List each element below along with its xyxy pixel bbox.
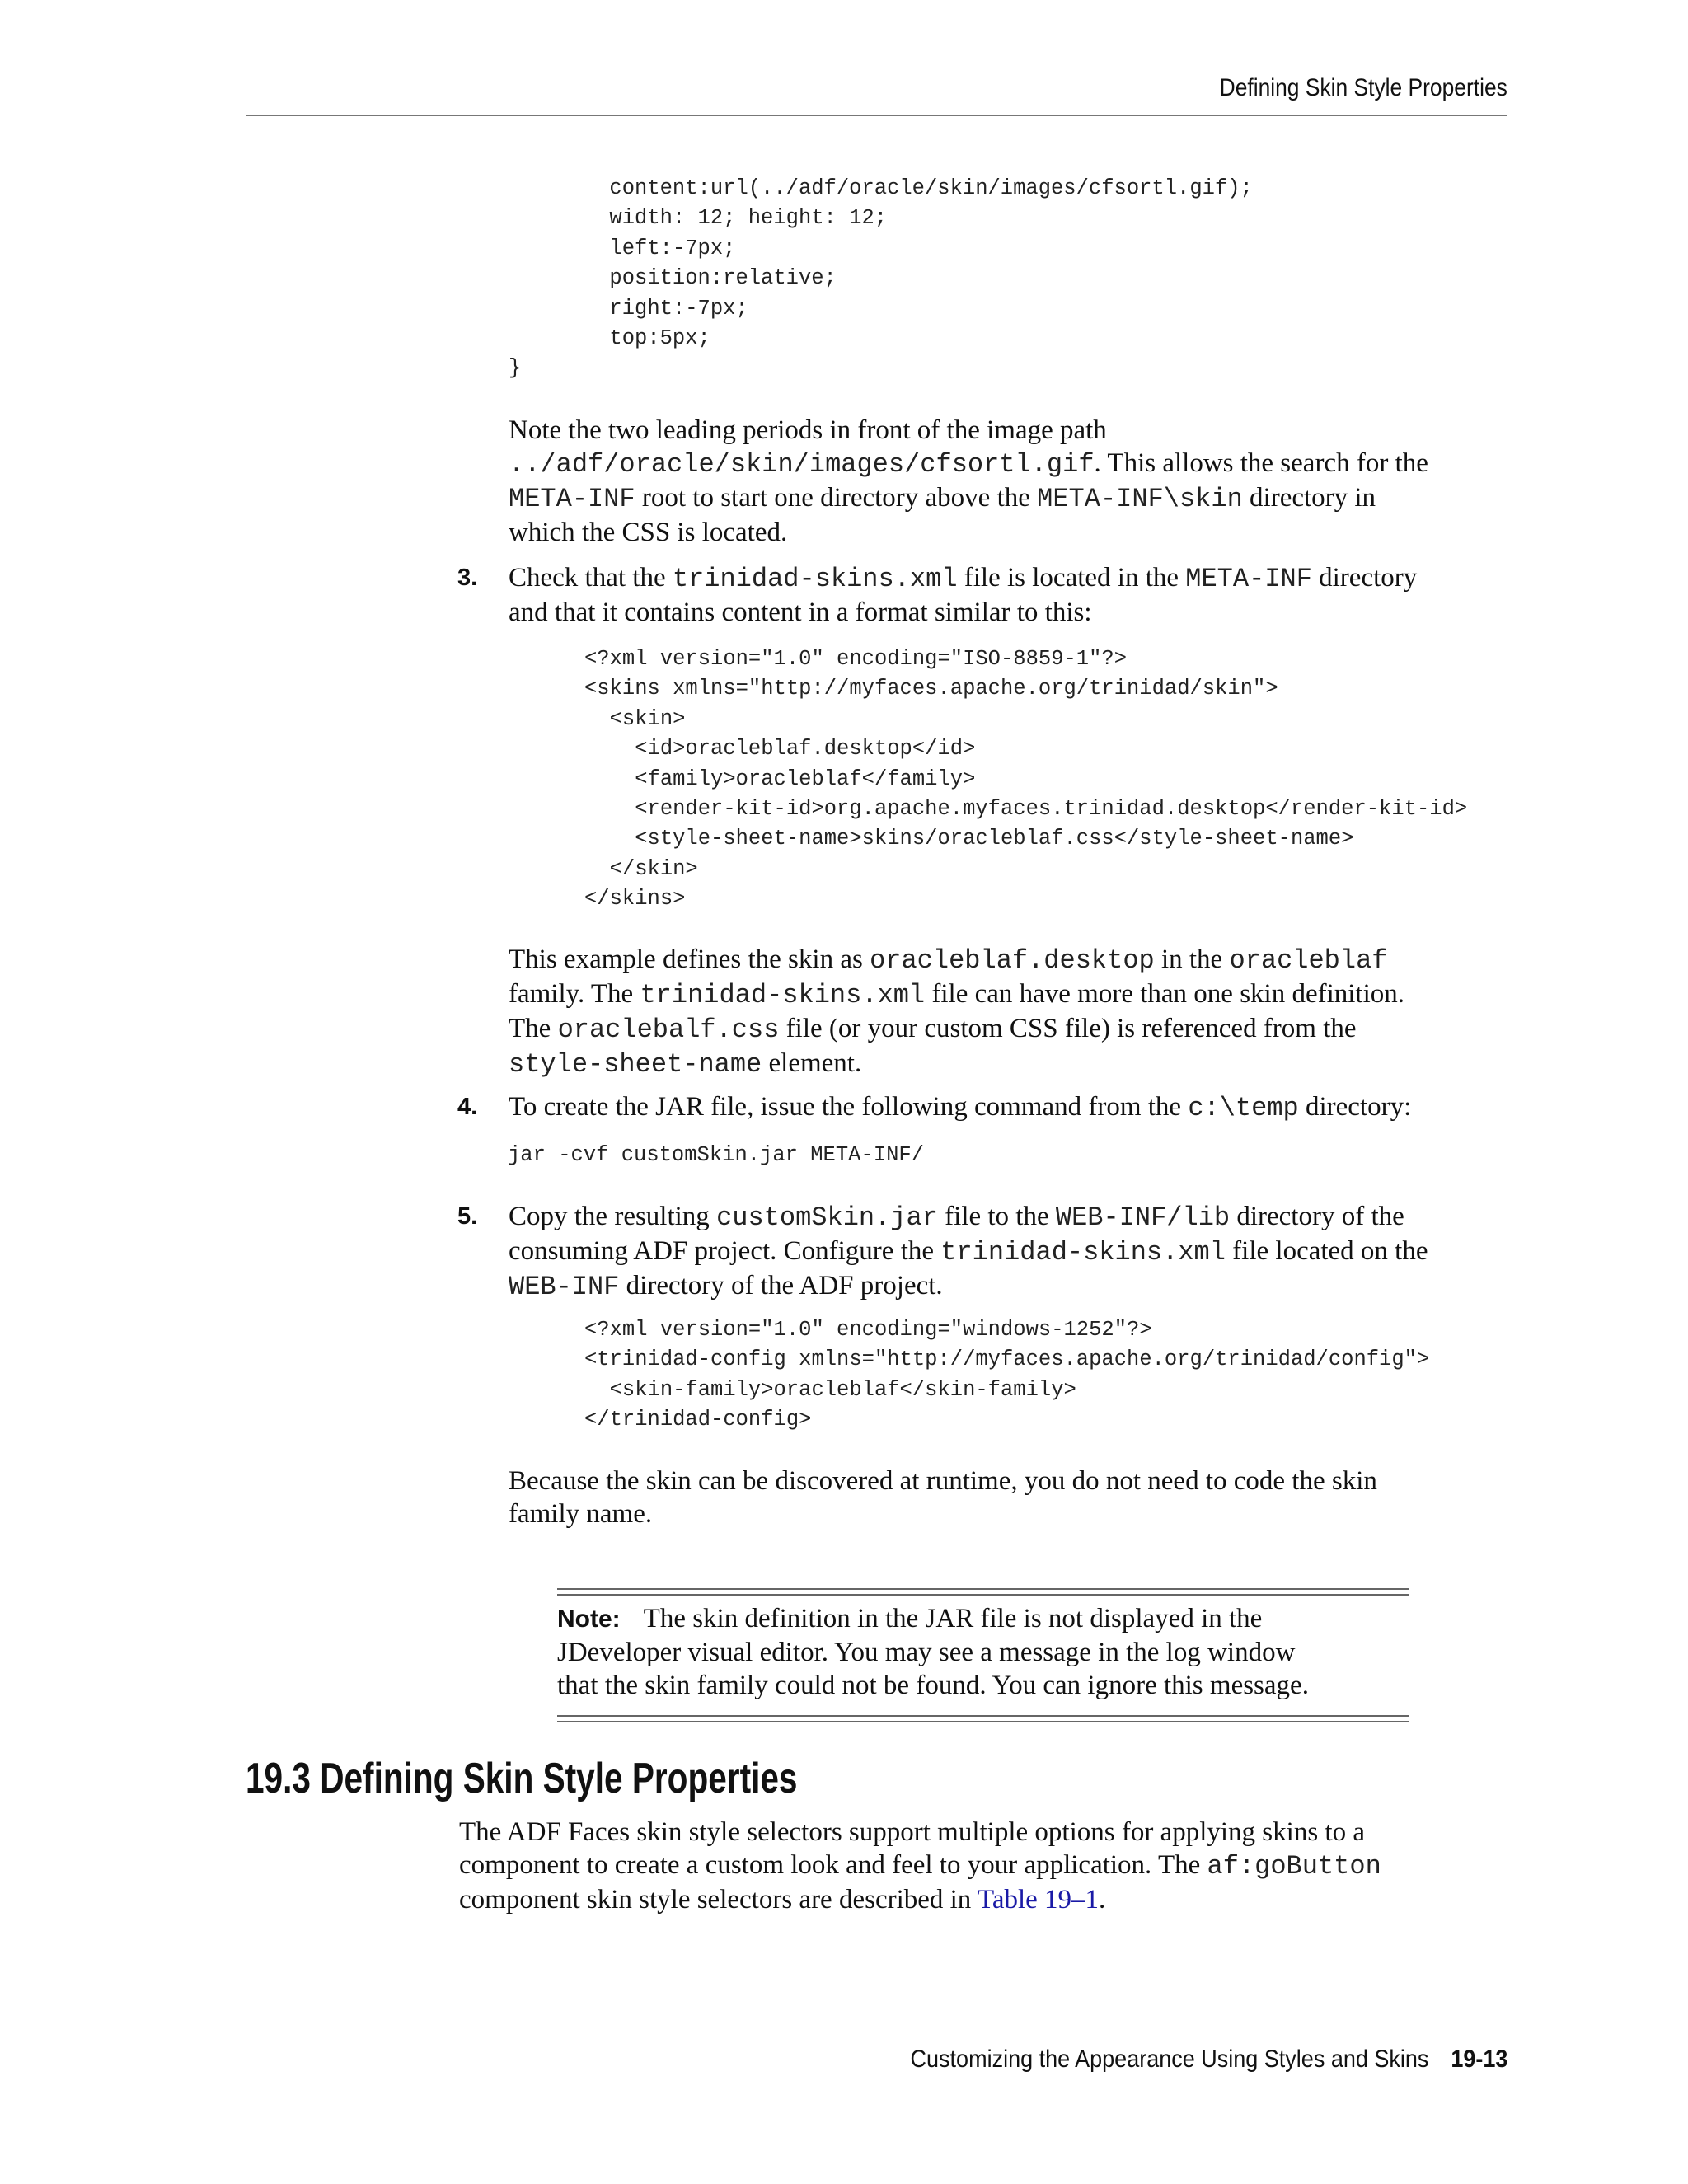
inline-code: c:\temp bbox=[1188, 1093, 1299, 1123]
text-line bbox=[509, 1047, 1404, 1081]
text-line bbox=[509, 977, 1404, 1012]
text-segment: directory in bbox=[1242, 483, 1376, 513]
code-block-jar-command bbox=[508, 1141, 924, 1170]
text-line bbox=[459, 1816, 1381, 1849]
text-segment: file to the bbox=[937, 1202, 1056, 1231]
text-segment: Check that the bbox=[509, 563, 673, 593]
inline-code: trinidad-skins.xml bbox=[640, 980, 926, 1010]
note-label: Note: bbox=[557, 1605, 621, 1633]
text-line bbox=[459, 1849, 1381, 1883]
note-top-rule bbox=[557, 1588, 1409, 1590]
text-segment: element. bbox=[762, 1048, 862, 1078]
text-line bbox=[459, 1883, 1381, 1916]
inline-code: ../adf/oracle/skin/images/cfsortl.gif bbox=[509, 449, 1095, 480]
text-line: width: 12; height: 12; bbox=[509, 206, 888, 231]
text-line: </trinidad-config> bbox=[584, 1408, 812, 1432]
text-line: content:url(../adf/oracle/skin/images/cfsortl.gif); bbox=[509, 176, 1253, 200]
text-line bbox=[509, 596, 1417, 629]
note-text bbox=[557, 1602, 1309, 1702]
text-line: <trinidad-config xmlns="http://myfaces.apache.org/trinidad/config"> bbox=[584, 1347, 1430, 1372]
text-segment: directory of the bbox=[1230, 1202, 1404, 1231]
text-line bbox=[509, 1235, 1428, 1269]
inline-code: customSkin.jar bbox=[716, 1202, 938, 1233]
inline-code: af:goButton bbox=[1207, 1851, 1381, 1882]
text-line: <skins xmlns="http://myfaces.apache.org/trinidad/skin"> bbox=[584, 677, 1278, 701]
text-segment: family. The bbox=[509, 979, 640, 1009]
step-4-text bbox=[509, 1090, 1411, 1125]
paragraph-section-intro bbox=[459, 1816, 1381, 1916]
text-line bbox=[509, 561, 1417, 596]
text-line bbox=[509, 943, 1404, 977]
footer-title: Customizing the Appearance Using Styles and Skins bbox=[910, 2046, 1428, 2073]
text-line bbox=[509, 1465, 1377, 1497]
text-segment: consuming ADF project. Configure the bbox=[509, 1236, 941, 1266]
text-line: <skin> bbox=[584, 706, 686, 731]
text-segment: directory bbox=[1311, 563, 1418, 593]
page-footer bbox=[910, 2046, 1507, 2074]
text-line bbox=[509, 414, 1428, 447]
inline-code: oracleblaf.desktop bbox=[870, 945, 1155, 976]
text-line: </skin> bbox=[584, 856, 698, 881]
note-top-rule bbox=[557, 1594, 1409, 1596]
text-line bbox=[557, 1636, 1309, 1669]
text-line: <?xml version="1.0" encoding="windows-1252"?> bbox=[584, 1318, 1152, 1342]
text-line bbox=[509, 1090, 1411, 1125]
page-number: 19-13 bbox=[1450, 2046, 1507, 2073]
inline-code: oracleblaf bbox=[1229, 945, 1388, 976]
text-segment: file can have more than one skin definition. bbox=[925, 979, 1405, 1009]
text-segment: The ADF Faces skin style selectors support multiple options for applying skins to a bbox=[459, 1817, 1365, 1847]
running-header: Defining Skin Style Properties bbox=[1219, 74, 1507, 101]
text-segment: This example defines the skin as bbox=[509, 944, 870, 974]
text-line: <style-sheet-name>skins/oracleblaf.css</style-sheet-name> bbox=[584, 827, 1354, 851]
text-line bbox=[509, 1497, 1377, 1530]
text-line: <?xml version="1.0" encoding="ISO-8859-1"?> bbox=[584, 647, 1128, 671]
text-segment: To create the JAR file, issue the following command from the bbox=[509, 1092, 1189, 1122]
step-5-text bbox=[509, 1200, 1428, 1304]
note-bottom-rule bbox=[557, 1721, 1409, 1722]
text-segment: that the skin family could not be found. You can ignore this message. bbox=[557, 1671, 1309, 1700]
header-divider bbox=[246, 115, 1507, 116]
step-number: 4. bbox=[457, 1094, 478, 1120]
note-bottom-rule bbox=[557, 1715, 1409, 1717]
text-line bbox=[509, 481, 1428, 516]
text-line: <id>oracleblaf.desktop</id> bbox=[584, 737, 976, 762]
text-segment: Copy the resulting bbox=[509, 1202, 717, 1231]
text-segment: which the CSS is located. bbox=[509, 518, 788, 547]
inline-code: trinidad-skins.xml bbox=[940, 1237, 1226, 1268]
text-line bbox=[509, 1200, 1428, 1235]
text-segment: directory: bbox=[1298, 1092, 1412, 1122]
step-number: 3. bbox=[457, 565, 478, 591]
text-segment: file is located in the bbox=[957, 563, 1186, 593]
text-line bbox=[557, 1602, 1309, 1636]
text-segment: . This allows the search for the bbox=[1094, 448, 1428, 478]
text-segment: component to create a custom look and feel to your application. The bbox=[459, 1850, 1207, 1880]
step-number: 5. bbox=[457, 1203, 478, 1230]
text-segment: family name. bbox=[509, 1499, 653, 1529]
text-segment: and that it contains content in a format similar to this: bbox=[509, 598, 1092, 627]
text-segment: directory of the ADF project. bbox=[619, 1271, 943, 1301]
code-block-trinidad-skins bbox=[584, 644, 1467, 915]
note-box bbox=[557, 1602, 1309, 1702]
text-line: <skin-family>oracleblaf</skin-family> bbox=[584, 1377, 1076, 1402]
text-line bbox=[557, 1669, 1309, 1702]
text-segment: JDeveloper visual editor. You may see a message in the log window bbox=[557, 1638, 1296, 1667]
text-segment: The skin definition in the JAR file is not displayed in the bbox=[643, 1604, 1263, 1633]
step-3-text bbox=[509, 561, 1417, 629]
text-line: </skins> bbox=[584, 887, 686, 912]
text-segment: root to start one directory above the bbox=[635, 483, 1038, 513]
code-block-css bbox=[509, 174, 1253, 384]
text-segment: Because the skin can be discovered at runtime, you do not need to code the skin bbox=[509, 1466, 1377, 1496]
inline-code: META-INF\skin bbox=[1037, 484, 1243, 514]
inline-code: style-sheet-name bbox=[509, 1049, 762, 1080]
inline-code: oraclebalf.css bbox=[557, 1015, 780, 1045]
code-block-trinidad-config bbox=[584, 1315, 1429, 1436]
text-line bbox=[509, 516, 1428, 549]
text-line: jar -cvf customSkin.jar META-INF/ bbox=[508, 1143, 924, 1167]
text-line: } bbox=[509, 356, 522, 381]
inline-code: WEB-INF/lib bbox=[1055, 1202, 1231, 1233]
text-segment: in the bbox=[1154, 944, 1230, 974]
section-heading: 19.3 Defining Skin Style Properties bbox=[246, 1755, 798, 1802]
paragraph-runtime-discovery bbox=[509, 1465, 1377, 1530]
text-segment: component skin style selectors are described in bbox=[459, 1885, 978, 1915]
text-line bbox=[509, 1269, 1428, 1304]
inline-code: WEB-INF bbox=[509, 1272, 620, 1302]
text-line: right:-7px; bbox=[509, 296, 748, 321]
paragraph-image-path bbox=[509, 414, 1428, 549]
text-line: position:relative; bbox=[509, 266, 837, 291]
text-segment: file (or your custom CSS file) is referenced from the bbox=[779, 1014, 1357, 1043]
text-segment: . bbox=[1099, 1885, 1106, 1915]
text-segment: file located on the bbox=[1225, 1236, 1428, 1266]
text-line: left:-7px; bbox=[509, 236, 736, 260]
paragraph-skin-definition bbox=[509, 943, 1404, 1081]
text-segment: The bbox=[509, 1014, 558, 1043]
text-segment: Note the two leading periods in front of the image path bbox=[509, 415, 1107, 445]
inline-code: META-INF bbox=[1185, 564, 1312, 594]
inline-code: trinidad-skins.xml bbox=[672, 564, 958, 594]
text-line bbox=[509, 1012, 1404, 1047]
text-line: <family>oracleblaf</family> bbox=[584, 766, 976, 791]
text-line: <render-kit-id>org.apache.myfaces.trinidad.desktop</render-kit-id> bbox=[584, 797, 1468, 822]
inline-code: META-INF bbox=[509, 484, 635, 514]
table-link[interactable]: Table 19–1 bbox=[977, 1885, 1100, 1915]
text-line bbox=[509, 447, 1428, 481]
text-line: top:5px; bbox=[509, 326, 710, 351]
